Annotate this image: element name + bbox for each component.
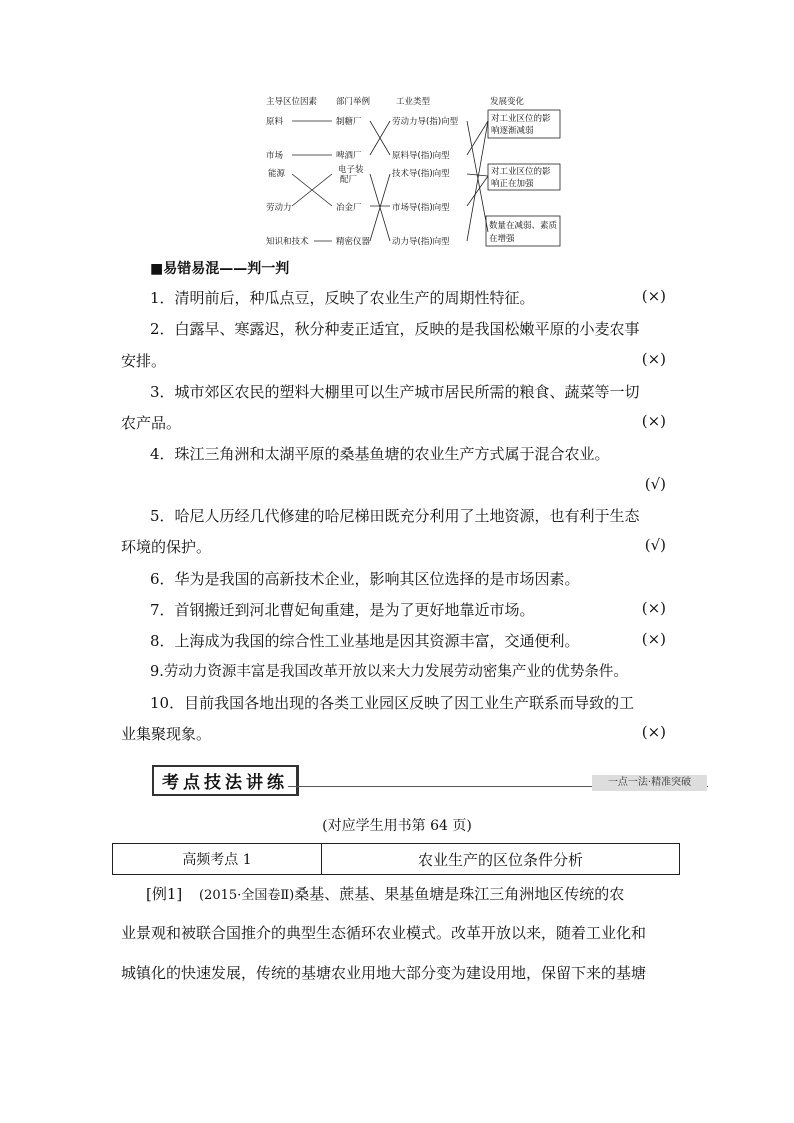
item-10-line-1: 10．目前我国各地出现的各类工业园区反映了因工业生产联系而导致的工 — [150, 694, 635, 712]
sector-electronics-1: 电子装 — [338, 165, 364, 175]
item-1-mark: (×) — [641, 287, 666, 305]
item-6-line-1: 6．华为是我国的高新技术企业，影响其区位选择的是市场因素。 — [150, 570, 580, 588]
item-10-mark: (×) — [641, 723, 666, 741]
sector-beer: 啤酒厂 — [336, 151, 362, 161]
change-2-line1: 对工业区位的影 — [491, 167, 551, 177]
type-labor: 劳动力导(指)向型 — [392, 117, 459, 127]
type-market: 市场导(指)向型 — [392, 203, 450, 213]
header-sector: 部门举例 — [336, 97, 371, 107]
change-1-line1: 对工业区位的影 — [491, 114, 551, 124]
factor-market: 市场 — [266, 151, 284, 161]
sector-metallurgy: 冶金厂 — [336, 203, 362, 213]
key-point-title: 农业生产的区位条件分析 — [322, 844, 680, 875]
item-8-mark: (×) — [641, 630, 666, 648]
item-5-mark: (√) — [644, 536, 666, 554]
section-heading: ■易错易混——判一判 — [150, 261, 290, 277]
header-type: 工业类型 — [396, 97, 431, 107]
factor-raw: 原料 — [266, 117, 284, 127]
item-4-mark: (√) — [644, 475, 666, 493]
banner-title: 考点技法讲练 — [152, 765, 299, 796]
item-5-line-2: 环境的保护。 — [121, 538, 212, 556]
example-label: [例1] — [146, 885, 183, 903]
item-3-line-1: 3．城市郊区农民的塑料大棚里可以生产城市居民所需的粮食、蔬菜等一切 — [150, 383, 640, 401]
key-point-table — [112, 843, 680, 875]
sector-sugar: 制糖厂 — [336, 117, 362, 127]
type-tech: 技术导(指)向型 — [392, 169, 450, 179]
factor-tech: 知识和技术 — [266, 237, 309, 247]
item-10-line-2: 业集聚现象。 — [121, 725, 212, 743]
header-factor: 主导区位因素 — [266, 97, 318, 107]
industry-location-diagram — [262, 92, 572, 252]
item-9-line-1: 9.劳动力资源丰富是我国改革开放以来大力发展劳动密集产业的优势条件。 — [150, 664, 628, 680]
item-2-mark: (×) — [641, 350, 666, 368]
item-7-mark: (×) — [641, 599, 666, 617]
type-power: 动力导(指)向型 — [392, 237, 450, 247]
example-line-3: 城镇化的快速发展，传统的基塘农业用地大部分变为建设用地，保留下来的基塘 — [121, 964, 647, 982]
change-1-line2: 响逐渐减弱 — [491, 126, 534, 136]
change-2-line2: 响正在加强 — [491, 179, 534, 189]
sector-instrument: 精密仪器 — [336, 237, 371, 247]
factor-labor: 劳动力 — [266, 203, 292, 213]
reference-note: (对应学生用书第 64 页) — [322, 818, 472, 834]
item-8-line-1: 8．上海成为我国的综合性工业基地是因其资源丰富，交通便利。 — [150, 632, 580, 650]
example-text-1: 桑基、蔗基、果基鱼塘是珠江三角洲地区传统的农 — [294, 885, 625, 903]
item-2-line-2: 安排。 — [121, 352, 167, 370]
item-3-line-2: 农产品。 — [121, 414, 182, 432]
factor-energy: 能源 — [268, 169, 286, 179]
type-raw: 原料导(指)向型 — [392, 151, 450, 161]
example-line-2: 业景观和被联合国推介的典型生态循环农业模式。改革开放以来，随着工业化和 — [121, 924, 647, 942]
change-3-line2: 在增强 — [489, 234, 515, 244]
item-1-line-1: 1．清明前后，种瓜点豆，反映了农业生产的周期性特征。 — [150, 289, 535, 307]
item-7-line-1: 7．首钢搬迁到河北曹妃甸重建，是为了更好地靠近市场。 — [150, 601, 535, 619]
banner-tag: 一点一法·精准突破 — [592, 775, 707, 791]
item-5-line-1: 5．哈尼人历经几代修建的哈尼梯田既充分利用了土地资源，也有利于生态 — [150, 507, 640, 525]
item-4-line-1: 4．珠江三角洲和太湖平原的桑基鱼塘的农业生产方式属于混合农业。 — [150, 445, 610, 463]
header-change: 发展变化 — [490, 97, 525, 107]
example-source: (2015·全国卷Ⅱ) — [199, 888, 295, 903]
sector-electronics-2: 配厂 — [340, 175, 358, 185]
item-3-mark: (×) — [641, 412, 666, 430]
change-3-line1: 数量在减弱、素质 — [489, 221, 558, 231]
key-point-label: 高频考点 1 — [113, 844, 322, 875]
item-2-line-1: 2．白露早、寒露迟，秋分种麦正适宜，反映的是我国松嫩平原的小麦农事 — [150, 320, 640, 338]
example-line-1 — [146, 883, 674, 907]
